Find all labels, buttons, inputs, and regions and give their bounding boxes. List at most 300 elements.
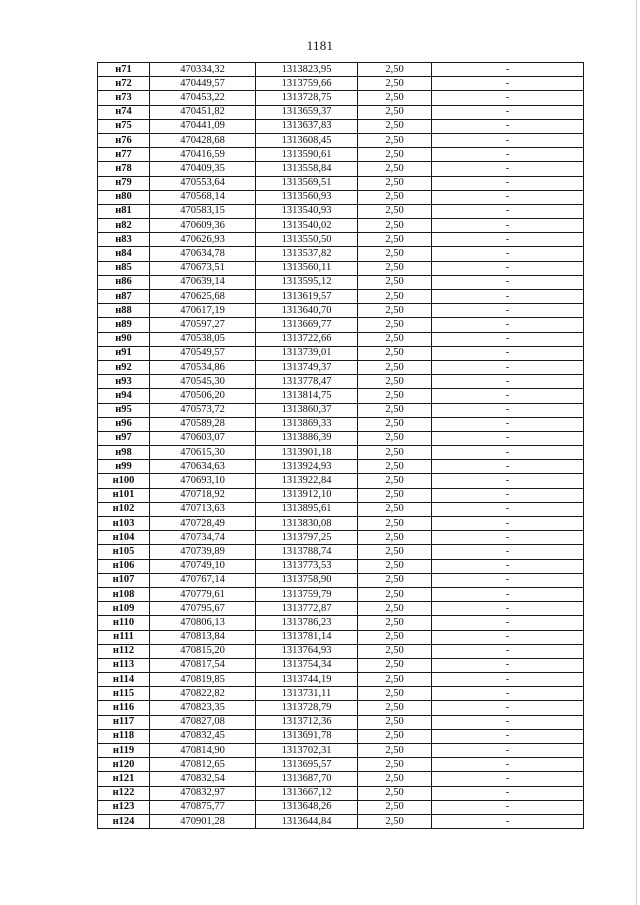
point-label: н74 <box>98 105 150 119</box>
x-coordinate: 470549,57 <box>150 346 256 360</box>
point-label: н77 <box>98 148 150 162</box>
table-row <box>98 545 584 559</box>
point-description: - <box>432 729 584 743</box>
y-coordinate: 1313687,70 <box>256 772 358 786</box>
accuracy-value: 2,50 <box>358 318 432 332</box>
point-label: н88 <box>98 304 150 318</box>
accuracy-value: 2,50 <box>358 204 432 218</box>
y-coordinate: 1313637,83 <box>256 119 358 133</box>
point-description: - <box>432 304 584 318</box>
point-label: н118 <box>98 729 150 743</box>
table-row <box>98 162 584 176</box>
table-row <box>98 446 584 460</box>
coordinates-table-body <box>98 63 584 829</box>
accuracy-value: 2,50 <box>358 105 432 119</box>
y-coordinate: 1313712,36 <box>256 715 358 729</box>
accuracy-value: 2,50 <box>358 602 432 616</box>
table-row <box>98 332 584 346</box>
point-description: - <box>432 119 584 133</box>
point-description: - <box>432 332 584 346</box>
y-coordinate: 1313778,47 <box>256 375 358 389</box>
point-description: - <box>432 375 584 389</box>
accuracy-value: 2,50 <box>358 148 432 162</box>
point-label: н85 <box>98 261 150 275</box>
point-label: н122 <box>98 786 150 800</box>
point-label: н107 <box>98 573 150 587</box>
point-description: - <box>432 786 584 800</box>
y-coordinate: 1313924,93 <box>256 460 358 474</box>
y-coordinate: 1313781,14 <box>256 630 358 644</box>
x-coordinate: 470739,89 <box>150 545 256 559</box>
accuracy-value: 2,50 <box>358 219 432 233</box>
accuracy-value: 2,50 <box>358 162 432 176</box>
accuracy-value: 2,50 <box>358 133 432 147</box>
accuracy-value: 2,50 <box>358 715 432 729</box>
point-label: н90 <box>98 332 150 346</box>
x-coordinate: 470428,68 <box>150 133 256 147</box>
x-coordinate: 470819,85 <box>150 673 256 687</box>
point-label: н87 <box>98 290 150 304</box>
y-coordinate: 1313695,57 <box>256 758 358 772</box>
x-coordinate: 470728,49 <box>150 517 256 531</box>
accuracy-value: 2,50 <box>358 290 432 304</box>
y-coordinate: 1313560,93 <box>256 190 358 204</box>
point-label: н112 <box>98 644 150 658</box>
accuracy-value: 2,50 <box>358 190 432 204</box>
accuracy-value: 2,50 <box>358 389 432 403</box>
point-label: н91 <box>98 346 150 360</box>
table-row <box>98 786 584 800</box>
table-row <box>98 800 584 814</box>
point-description: - <box>432 431 584 445</box>
point-description: - <box>432 162 584 176</box>
point-description: - <box>432 602 584 616</box>
table-row <box>98 219 584 233</box>
point-description: - <box>432 772 584 786</box>
accuracy-value: 2,50 <box>358 758 432 772</box>
y-coordinate: 1313691,78 <box>256 729 358 743</box>
point-label: н103 <box>98 517 150 531</box>
y-coordinate: 1313595,12 <box>256 275 358 289</box>
table-row <box>98 729 584 743</box>
x-coordinate: 470749,10 <box>150 559 256 573</box>
table-row <box>98 474 584 488</box>
x-coordinate: 470538,05 <box>150 332 256 346</box>
table-row <box>98 715 584 729</box>
accuracy-value: 2,50 <box>358 176 432 190</box>
point-label: н109 <box>98 602 150 616</box>
point-label: н105 <box>98 545 150 559</box>
point-description: - <box>432 814 584 828</box>
x-coordinate: 470553,64 <box>150 176 256 190</box>
y-coordinate: 1313764,93 <box>256 644 358 658</box>
y-coordinate: 1313659,37 <box>256 105 358 119</box>
x-coordinate: 470673,51 <box>150 261 256 275</box>
x-coordinate: 470597,27 <box>150 318 256 332</box>
point-label: н92 <box>98 360 150 374</box>
y-coordinate: 1313814,75 <box>256 389 358 403</box>
point-description: - <box>432 77 584 91</box>
accuracy-value: 2,50 <box>358 673 432 687</box>
point-description: - <box>432 91 584 105</box>
x-coordinate: 470901,28 <box>150 814 256 828</box>
accuracy-value: 2,50 <box>358 77 432 91</box>
table-row <box>98 673 584 687</box>
point-description: - <box>432 488 584 502</box>
x-coordinate: 470832,54 <box>150 772 256 786</box>
y-coordinate: 1313860,37 <box>256 403 358 417</box>
point-description: - <box>432 403 584 417</box>
accuracy-value: 2,50 <box>358 531 432 545</box>
y-coordinate: 1313558,84 <box>256 162 358 176</box>
y-coordinate: 1313901,18 <box>256 446 358 460</box>
accuracy-value: 2,50 <box>358 729 432 743</box>
point-description: - <box>432 148 584 162</box>
point-label: н114 <box>98 673 150 687</box>
x-coordinate: 470767,14 <box>150 573 256 587</box>
table-row <box>98 119 584 133</box>
point-label: н123 <box>98 800 150 814</box>
accuracy-value: 2,50 <box>358 744 432 758</box>
y-coordinate: 1313749,37 <box>256 360 358 374</box>
point-label: н108 <box>98 587 150 601</box>
point-label: н116 <box>98 701 150 715</box>
point-description: - <box>432 545 584 559</box>
point-label: н78 <box>98 162 150 176</box>
accuracy-value: 2,50 <box>358 630 432 644</box>
point-description: - <box>432 460 584 474</box>
table-row <box>98 701 584 715</box>
point-label: н86 <box>98 275 150 289</box>
accuracy-value: 2,50 <box>358 417 432 431</box>
accuracy-value: 2,50 <box>358 261 432 275</box>
y-coordinate: 1313537,82 <box>256 247 358 261</box>
table-row <box>98 630 584 644</box>
y-coordinate: 1313669,77 <box>256 318 358 332</box>
x-coordinate: 470409,35 <box>150 162 256 176</box>
accuracy-value: 2,50 <box>358 687 432 701</box>
point-label: н79 <box>98 176 150 190</box>
accuracy-value: 2,50 <box>358 431 432 445</box>
point-label: н82 <box>98 219 150 233</box>
x-coordinate: 470583,15 <box>150 204 256 218</box>
table-row <box>98 772 584 786</box>
y-coordinate: 1313758,90 <box>256 573 358 587</box>
accuracy-value: 2,50 <box>358 375 432 389</box>
accuracy-value: 2,50 <box>358 658 432 672</box>
y-coordinate: 1313754,34 <box>256 658 358 672</box>
point-label: н117 <box>98 715 150 729</box>
point-label: н94 <box>98 389 150 403</box>
point-description: - <box>432 417 584 431</box>
y-coordinate: 1313619,57 <box>256 290 358 304</box>
table-row <box>98 304 584 318</box>
y-coordinate: 1313759,66 <box>256 77 358 91</box>
table-row <box>98 644 584 658</box>
accuracy-value: 2,50 <box>358 91 432 105</box>
table-row <box>98 758 584 772</box>
table-row <box>98 148 584 162</box>
y-coordinate: 1313895,61 <box>256 502 358 516</box>
y-coordinate: 1313540,02 <box>256 219 358 233</box>
x-coordinate: 470822,82 <box>150 687 256 701</box>
table-row <box>98 460 584 474</box>
point-label: н99 <box>98 460 150 474</box>
table-row <box>98 814 584 828</box>
point-description: - <box>432 261 584 275</box>
accuracy-value: 2,50 <box>358 247 432 261</box>
y-coordinate: 1313922,84 <box>256 474 358 488</box>
x-coordinate: 470568,14 <box>150 190 256 204</box>
point-label: н96 <box>98 417 150 431</box>
table-row <box>98 346 584 360</box>
y-coordinate: 1313786,23 <box>256 616 358 630</box>
point-label: н111 <box>98 630 150 644</box>
accuracy-value: 2,50 <box>358 233 432 247</box>
y-coordinate: 1313728,75 <box>256 91 358 105</box>
point-label: н84 <box>98 247 150 261</box>
x-coordinate: 470713,63 <box>150 502 256 516</box>
accuracy-value: 2,50 <box>358 488 432 502</box>
accuracy-value: 2,50 <box>358 772 432 786</box>
point-description: - <box>432 517 584 531</box>
accuracy-value: 2,50 <box>358 517 432 531</box>
accuracy-value: 2,50 <box>358 559 432 573</box>
accuracy-value: 2,50 <box>358 332 432 346</box>
point-description: - <box>432 758 584 772</box>
x-coordinate: 470534,86 <box>150 360 256 374</box>
table-row <box>98 63 584 77</box>
point-description: - <box>432 233 584 247</box>
point-description: - <box>432 346 584 360</box>
point-label: н80 <box>98 190 150 204</box>
point-label: н120 <box>98 758 150 772</box>
table-row <box>98 91 584 105</box>
point-description: - <box>432 587 584 601</box>
y-coordinate: 1313731,11 <box>256 687 358 701</box>
y-coordinate: 1313773,53 <box>256 559 358 573</box>
x-coordinate: 470817,54 <box>150 658 256 672</box>
table-row <box>98 403 584 417</box>
point-description: - <box>432 687 584 701</box>
point-description: - <box>432 573 584 587</box>
point-label: н110 <box>98 616 150 630</box>
y-coordinate: 1313640,70 <box>256 304 358 318</box>
table-row <box>98 133 584 147</box>
y-coordinate: 1313560,11 <box>256 261 358 275</box>
point-description: - <box>432 290 584 304</box>
y-coordinate: 1313550,50 <box>256 233 358 247</box>
table-row <box>98 658 584 672</box>
table-row <box>98 318 584 332</box>
x-coordinate: 470416,59 <box>150 148 256 162</box>
table-row <box>98 105 584 119</box>
point-label: н81 <box>98 204 150 218</box>
point-description: - <box>432 133 584 147</box>
point-label: н71 <box>98 63 150 77</box>
accuracy-value: 2,50 <box>358 304 432 318</box>
point-description: - <box>432 105 584 119</box>
point-description: - <box>432 744 584 758</box>
accuracy-value: 2,50 <box>358 573 432 587</box>
page-number: 1181 <box>306 38 334 53</box>
x-coordinate: 470617,19 <box>150 304 256 318</box>
point-label: н98 <box>98 446 150 460</box>
x-coordinate: 470506,20 <box>150 389 256 403</box>
y-coordinate: 1313830,08 <box>256 517 358 531</box>
accuracy-value: 2,50 <box>358 119 432 133</box>
point-description: - <box>432 318 584 332</box>
point-label: н72 <box>98 77 150 91</box>
table-row <box>98 559 584 573</box>
point-description: - <box>432 502 584 516</box>
table-row <box>98 375 584 389</box>
x-coordinate: 470626,93 <box>150 233 256 247</box>
table-row <box>98 290 584 304</box>
y-coordinate: 1313590,61 <box>256 148 358 162</box>
y-coordinate: 1313667,12 <box>256 786 358 800</box>
y-coordinate: 1313788,74 <box>256 545 358 559</box>
y-coordinate: 1313728,79 <box>256 701 358 715</box>
table-row <box>98 417 584 431</box>
table-row <box>98 204 584 218</box>
y-coordinate: 1313739,01 <box>256 346 358 360</box>
y-coordinate: 1313772,87 <box>256 602 358 616</box>
y-coordinate: 1313644,84 <box>256 814 358 828</box>
point-description: - <box>432 658 584 672</box>
point-label: н113 <box>98 658 150 672</box>
x-coordinate: 470827,08 <box>150 715 256 729</box>
point-description: - <box>432 800 584 814</box>
point-label: н121 <box>98 772 150 786</box>
point-label: н95 <box>98 403 150 417</box>
point-description: - <box>432 204 584 218</box>
table-row <box>98 77 584 91</box>
y-coordinate: 1313540,93 <box>256 204 358 218</box>
table-row <box>98 502 584 516</box>
point-description: - <box>432 715 584 729</box>
point-label: н76 <box>98 133 150 147</box>
accuracy-value: 2,50 <box>358 814 432 828</box>
x-coordinate: 470603,07 <box>150 431 256 445</box>
x-coordinate: 470795,67 <box>150 602 256 616</box>
accuracy-value: 2,50 <box>358 644 432 658</box>
y-coordinate: 1313869,33 <box>256 417 358 431</box>
accuracy-value: 2,50 <box>358 701 432 715</box>
point-description: - <box>432 190 584 204</box>
x-coordinate: 470615,30 <box>150 446 256 460</box>
y-coordinate: 1313648,26 <box>256 800 358 814</box>
x-coordinate: 470609,36 <box>150 219 256 233</box>
x-coordinate: 470453,22 <box>150 91 256 105</box>
point-description: - <box>432 531 584 545</box>
point-description: - <box>432 247 584 261</box>
point-label: н89 <box>98 318 150 332</box>
point-description: - <box>432 176 584 190</box>
x-coordinate: 470813,84 <box>150 630 256 644</box>
x-coordinate: 470451,82 <box>150 105 256 119</box>
x-coordinate: 470573,72 <box>150 403 256 417</box>
x-coordinate: 470634,78 <box>150 247 256 261</box>
accuracy-value: 2,50 <box>358 545 432 559</box>
x-coordinate: 470832,97 <box>150 786 256 800</box>
x-coordinate: 470693,10 <box>150 474 256 488</box>
y-coordinate: 1313702,31 <box>256 744 358 758</box>
point-label: н101 <box>98 488 150 502</box>
table-row <box>98 687 584 701</box>
x-coordinate: 470815,20 <box>150 644 256 658</box>
x-coordinate: 470449,57 <box>150 77 256 91</box>
accuracy-value: 2,50 <box>358 346 432 360</box>
point-description: - <box>432 616 584 630</box>
accuracy-value: 2,50 <box>358 474 432 488</box>
point-label: н73 <box>98 91 150 105</box>
table-row <box>98 587 584 601</box>
accuracy-value: 2,50 <box>358 460 432 474</box>
point-description: - <box>432 63 584 77</box>
table-row <box>98 602 584 616</box>
table-row <box>98 517 584 531</box>
page-edge-line <box>636 0 637 905</box>
point-label: н102 <box>98 502 150 516</box>
x-coordinate: 470734,74 <box>150 531 256 545</box>
point-description: - <box>432 275 584 289</box>
y-coordinate: 1313823,95 <box>256 63 358 77</box>
coordinates-table <box>97 62 584 829</box>
accuracy-value: 2,50 <box>358 403 432 417</box>
x-coordinate: 470875,77 <box>150 800 256 814</box>
table-row <box>98 616 584 630</box>
accuracy-value: 2,50 <box>358 63 432 77</box>
x-coordinate: 470634,63 <box>150 460 256 474</box>
point-description: - <box>432 630 584 644</box>
accuracy-value: 2,50 <box>358 446 432 460</box>
accuracy-value: 2,50 <box>358 502 432 516</box>
point-label: н104 <box>98 531 150 545</box>
x-coordinate: 470625,68 <box>150 290 256 304</box>
table-row <box>98 233 584 247</box>
accuracy-value: 2,50 <box>358 275 432 289</box>
accuracy-value: 2,50 <box>358 800 432 814</box>
table-row <box>98 275 584 289</box>
y-coordinate: 1313759,79 <box>256 587 358 601</box>
table-row <box>98 190 584 204</box>
x-coordinate: 470334,32 <box>150 63 256 77</box>
y-coordinate: 1313744,19 <box>256 673 358 687</box>
point-description: - <box>432 446 584 460</box>
y-coordinate: 1313608,45 <box>256 133 358 147</box>
table-row <box>98 247 584 261</box>
point-description: - <box>432 360 584 374</box>
point-description: - <box>432 644 584 658</box>
accuracy-value: 2,50 <box>358 786 432 800</box>
table-row <box>98 744 584 758</box>
point-description: - <box>432 389 584 403</box>
table-row <box>98 573 584 587</box>
point-description: - <box>432 673 584 687</box>
accuracy-value: 2,50 <box>358 360 432 374</box>
x-coordinate: 470823,35 <box>150 701 256 715</box>
y-coordinate: 1313797,25 <box>256 531 358 545</box>
x-coordinate: 470441,09 <box>150 119 256 133</box>
x-coordinate: 470812,65 <box>150 758 256 772</box>
x-coordinate: 470589,28 <box>150 417 256 431</box>
y-coordinate: 1313722,66 <box>256 332 358 346</box>
table-row <box>98 360 584 374</box>
x-coordinate: 470718,92 <box>150 488 256 502</box>
accuracy-value: 2,50 <box>358 587 432 601</box>
x-coordinate: 470639,14 <box>150 275 256 289</box>
